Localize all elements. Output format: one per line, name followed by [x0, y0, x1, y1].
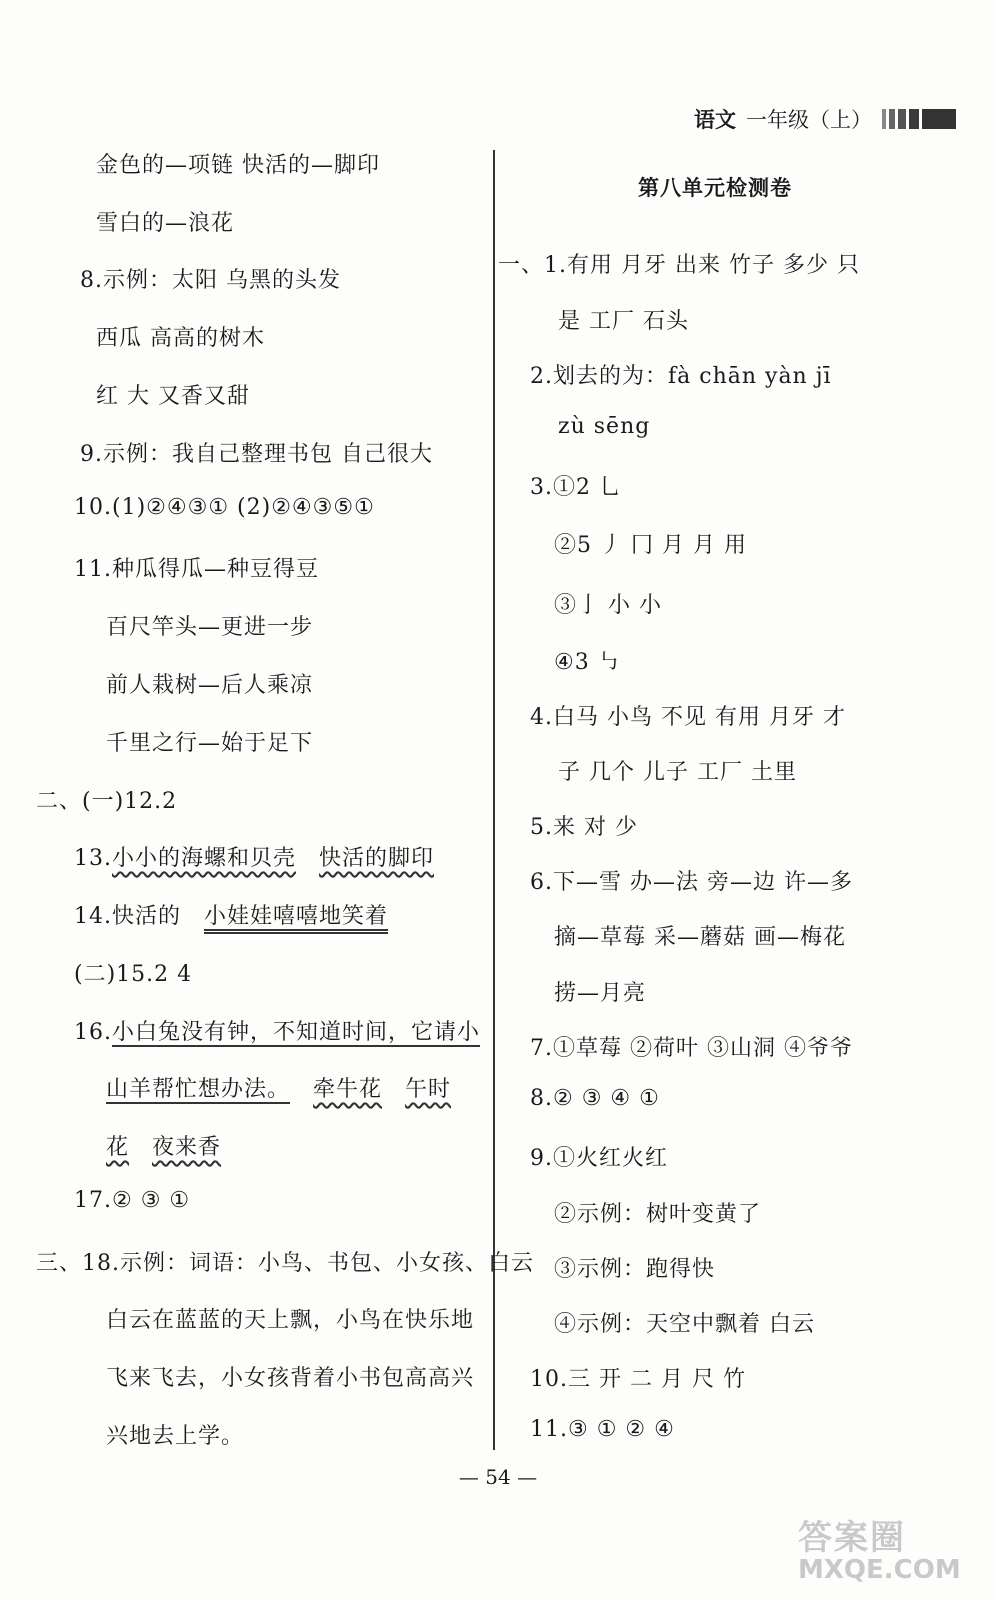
answer-line-16c [106, 1130, 221, 1161]
wavy-underlined-answer: 小小的海螺和贝壳 [112, 846, 297, 871]
header-decoration-bars [882, 108, 956, 130]
answer-line: ④3 ㇉ [554, 650, 621, 675]
answer-line: 前人栽树—后人乘凉 [106, 673, 314, 698]
wavy-underlined-answer: 午时 [405, 1077, 452, 1102]
answer-line: 白云在蓝蓝的天上飘，小鸟在快乐地 [106, 1308, 475, 1333]
answer-line: 8.示例：太阳 乌黑的头发 [80, 268, 341, 293]
answer-line-13: 13.小小的海螺和贝壳 快活的脚印 [74, 846, 435, 871]
answer-line: 雪白的—浪花 [96, 211, 235, 236]
answer-line: 4.白马 小鸟 不见 有用 月牙 才 [530, 705, 846, 730]
wavy-underlined-answer: 快活的脚印 [319, 846, 435, 871]
answer-line: ③亅 小 小 [554, 593, 662, 618]
grade-label: 一年级（上） [746, 108, 872, 132]
answer-line: ②示例：树叶变黄了 [554, 1202, 762, 1227]
answer-line: 10.(1)②④③① (2)②④③⑤① [74, 495, 375, 520]
answer-line: 摘—草莓 采—蘑菇 画—梅花 [554, 925, 846, 950]
answer-line: ②5 丿 冂 月 月 用 [554, 533, 747, 558]
underlined-answer: 小白兔没有钟，不知道时间，它请小 [112, 1020, 481, 1045]
page-number: — 54 — [458, 1465, 538, 1489]
answer-line: 11.③ ① ② ④ [530, 1417, 675, 1442]
answer-line: ④示例：天空中飘着 白云 [554, 1312, 815, 1337]
answer-line: 百尺竿头—更进一步 [106, 615, 314, 640]
answer-line: 11.种瓜得瓜—种豆得豆 [74, 557, 319, 582]
answer-line: 捞—月亮 [554, 981, 647, 1006]
answer-line: zù sēng [558, 414, 651, 439]
underlined-answer: 山羊帮忙想办法。 [106, 1077, 291, 1102]
answer-line: 2.划去的为：fà chān yàn jī [530, 364, 832, 389]
double-underlined-answer: 小娃娃嘻嘻地笑着 [204, 904, 389, 929]
answer-line-14: 14.快活的 小娃娃嘻嘻地笑着 [74, 904, 389, 929]
answer-line: 6.下—雪 办—法 旁—边 许—多 [530, 870, 853, 895]
answer-line: 3.①2 乚 [530, 475, 622, 500]
subject-label: 语文 [694, 108, 736, 132]
answer-line: 5.来 对 少 [530, 815, 638, 840]
answer-line-16b [106, 1072, 451, 1103]
wavy-underlined-answer: 牵牛花 [313, 1077, 383, 1102]
answer-line: 10.三 开 二 月 尺 竹 [530, 1367, 746, 1392]
answer-line: 千里之行—始于足下 [106, 731, 314, 756]
answer-line: 9.①火红火红 [530, 1146, 668, 1171]
section-title: 第八单元检测卷 [638, 176, 792, 200]
answer-line: 一、1.有用 月牙 出来 竹子 多少 只 [498, 253, 860, 278]
answer-line: 二、(一)12.2 [36, 789, 178, 814]
wavy-underlined-answer: 夜来香 [152, 1135, 222, 1160]
answer-line: 是 工厂 石头 [558, 309, 689, 334]
page-header [694, 104, 956, 134]
answer-line: (二)15.2 4 [74, 962, 193, 987]
answer-line: ③示例：跑得快 [554, 1257, 716, 1282]
answer-line: 金色的—项链 快活的—脚印 [96, 153, 380, 178]
answer-line: 红 大 又香又甜 [96, 384, 250, 409]
answer-line: 子 几个 儿子 工厂 土里 [558, 760, 797, 785]
wavy-underlined-answer: 花 [106, 1135, 130, 1160]
answer-line: 飞来飞去，小女孩背着小书包高高兴 [106, 1366, 475, 1391]
answer-line-16: 16.小白兔没有钟，不知道时间，它请小 [74, 1020, 481, 1045]
answer-line: 西瓜 高高的树木 [96, 326, 265, 351]
answer-line: 9.示例：我自己整理书包 自己很大 [80, 442, 433, 467]
answer-line: 8.② ③ ④ ① [530, 1086, 660, 1111]
watermark-logo: 答案圈 MXQE.COM [798, 1518, 961, 1585]
answer-line: 三、18.示例：词语：小鸟、书包、小女孩、白云 [36, 1251, 534, 1276]
answer-line: 兴地去上学。 [106, 1424, 245, 1449]
answer-line: 7.①草莓 ②荷叶 ③山洞 ④爷爷 [530, 1036, 853, 1061]
answer-line: 17.② ③ ① [74, 1188, 191, 1213]
